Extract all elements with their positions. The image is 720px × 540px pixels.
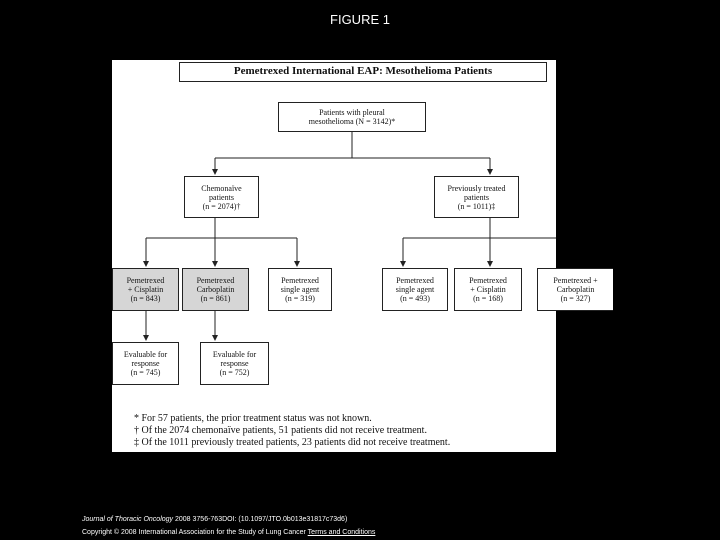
root-line-1: Patients with pleural xyxy=(319,108,385,117)
eval-cis-line-3: (n = 745) xyxy=(130,368,161,377)
root-line-2: mesothelioma (N = 3142)* xyxy=(308,117,396,126)
terms-link[interactable]: Terms and Conditions xyxy=(307,529,376,536)
figure-title: FIGURE 1 xyxy=(330,12,390,27)
prev-single-agent-box xyxy=(382,268,448,311)
copyright-text: Copyright © 2008 International Association for the Study of Lung Cancer xyxy=(82,529,308,536)
previously-treated-line-3: (n = 1011)‡ xyxy=(457,201,496,211)
prev-carboplatin-box xyxy=(537,268,613,311)
naive-single-line-1: Pemetrexed xyxy=(281,276,319,285)
evaluable-carboplatin-box xyxy=(200,342,269,385)
prev-single-line-3: (n = 493) xyxy=(400,294,430,303)
copyright xyxy=(82,529,375,536)
prev-carboplatin-line-2: Carboplatin xyxy=(556,285,595,294)
eval-carbo-line-2: response xyxy=(220,359,249,368)
prev-single-line-1: Pemetrexed xyxy=(396,276,434,285)
previously-treated-line-1: Previously treated xyxy=(447,183,506,193)
eval-cis-line-1: Evaluable for xyxy=(123,350,168,359)
naive-carboplatin-line-3: (n = 861) xyxy=(200,294,231,303)
root-box xyxy=(278,102,426,132)
prev-cisplatin-line-3: (n = 168) xyxy=(473,294,503,303)
chemo-naive-box xyxy=(184,176,259,218)
naive-single-line-2: single agent xyxy=(280,285,320,294)
naive-single-agent-box xyxy=(268,268,332,311)
chemo-naive-line-1: Chemonaïve xyxy=(201,183,242,193)
diagram-header: Pemetrexed International EAP: Mesothelioma Patients xyxy=(179,62,547,82)
naive-cisplatin-line-1: Pemetrexed xyxy=(126,276,165,285)
footnotes xyxy=(134,413,450,449)
previously-treated-box xyxy=(434,176,519,218)
naive-cisplatin-line-2: + Cisplatin xyxy=(127,285,164,294)
footnote-2: † Of the 2074 chemonaïve patients, 51 patients did not receive treatment. xyxy=(134,425,427,436)
prev-cisplatin-line-1: Pemetrexed xyxy=(469,276,507,285)
journal-name: Journal of Thoracic Oncology xyxy=(82,516,174,523)
eval-cis-line-2: response xyxy=(131,359,160,368)
eval-carbo-line-3: (n = 752) xyxy=(219,368,250,377)
chemo-naive-line-3: (n = 2074)† xyxy=(202,201,241,211)
naive-cisplatin-box xyxy=(112,268,179,311)
evaluable-cisplatin-box xyxy=(112,342,179,385)
eval-carbo-line-1: Evaluable for xyxy=(212,350,257,359)
naive-single-line-3: (n = 319) xyxy=(285,294,315,303)
naive-carboplatin-line-2: Carboplatin xyxy=(196,285,235,294)
prev-single-line-2: single agent xyxy=(395,285,435,294)
prev-cisplatin-line-2: + Cisplatin xyxy=(470,285,506,294)
prev-cisplatin-box xyxy=(454,268,522,311)
citation-details: 2008 3756-763DOI: (10.1097/JTO.0b013e31817c73d6) xyxy=(173,516,348,523)
flowchart-panel xyxy=(112,60,598,452)
naive-carboplatin-line-1: Pemetrexed xyxy=(196,276,235,285)
chemo-naive-line-2: patients xyxy=(209,192,234,202)
prev-carboplatin-line-3: (n = 327) xyxy=(560,294,591,303)
footnote-3: ‡ Of the 1011 previously treated patients, 23 patients did not receive treatment. xyxy=(134,437,451,448)
previously-treated-line-2: patients xyxy=(464,192,489,202)
citation xyxy=(82,516,347,523)
footnote-1: * For 57 patients, the prior treatment status was not known. xyxy=(134,413,372,424)
prev-carboplatin-line-1: Pemetrexed + xyxy=(553,276,598,285)
naive-cisplatin-line-3: (n = 843) xyxy=(130,294,161,303)
naive-carboplatin-box xyxy=(182,268,249,311)
